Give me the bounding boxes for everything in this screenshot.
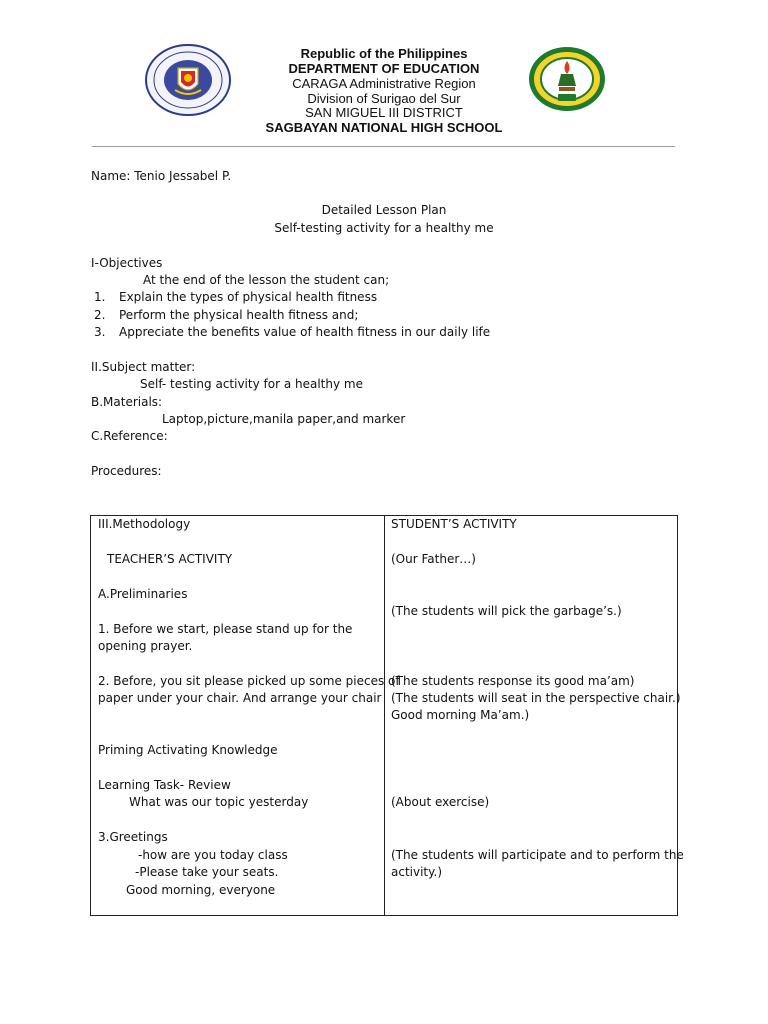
header-divider (92, 146, 675, 147)
header-district: SAN MIGUEL III DISTRICT (305, 105, 463, 120)
materials-value: Laptop,picture,manila paper,and marker (162, 412, 406, 426)
procedures-heading: Procedures: (91, 464, 162, 478)
student-response: (About exercise) (391, 795, 490, 809)
teacher-item1-line1: 1. Before we start, please stand up for the (98, 622, 353, 636)
deped-seal (145, 44, 231, 116)
preliminaries: A.Preliminaries (98, 587, 188, 601)
learning-task: Learning Task- Review (98, 778, 231, 792)
greetings: 3.Greetings (98, 830, 168, 844)
objectives-heading: I-Objectives (91, 256, 163, 270)
teacher-item2-line1: 2. Before, you sit please picked up some pieces of (98, 674, 400, 688)
objective-text: Appreciate the benefits value of health fitness in our daily life (119, 325, 491, 339)
student-response: (Our Father…) (391, 552, 476, 566)
student-response: (The students will pick the garbage’s.) (391, 604, 622, 618)
greeting-line: Good morning, everyone (126, 883, 276, 897)
objectives-intro: At the end of the lesson the student can; (143, 273, 390, 287)
objective-num: 1. (94, 290, 106, 304)
header-region: CARAGA Administrative Region (292, 76, 476, 91)
header-republic: Republic of the Philippines (300, 46, 468, 61)
priming: Priming Activating Knowledge (98, 743, 278, 757)
plan-title: Detailed Lesson Plan (321, 203, 447, 217)
plan-subtitle: Self-testing activity for a healthy me (274, 221, 494, 235)
reference-heading: C.Reference: (91, 429, 168, 443)
objective-text: Explain the types of physical health fitness (119, 290, 378, 304)
greeting-line: -how are you today class (138, 848, 288, 862)
header-school: SAGBAYAN NATIONAL HIGH SCHOOL (265, 120, 503, 135)
methodology-heading: III.Methodology (98, 517, 191, 531)
teacher-item1-line2: opening prayer. (98, 639, 193, 653)
student-activity-heading: STUDENT’S ACTIVITY (391, 517, 517, 531)
student-column (385, 516, 684, 916)
topic-question: What was our topic yesterday (129, 795, 309, 809)
header-department: DEPARTMENT OF EDUCATION (288, 61, 480, 76)
header-division: Division of Surigao del Sur (307, 91, 461, 106)
objective-text: Perform the physical health fitness and; (119, 308, 359, 322)
methodology-table (90, 515, 684, 916)
materials-heading: B.Materials: (91, 395, 163, 409)
teacher-item2-line2: paper under your chair. And arrange your chair (98, 691, 382, 705)
subject-heading: II.Subject matter: (91, 360, 196, 374)
teacher-activity-heading: TEACHER’S ACTIVITY (107, 552, 233, 566)
subject-value: Self- testing activity for a healthy me (140, 377, 363, 391)
student-response: (The students will participate and to perform the (391, 848, 684, 862)
student-response: Good morning Ma’am.) (391, 708, 530, 722)
student-response: activity.) (391, 865, 443, 879)
student-name: Name: Tenio Jessabel P. (91, 169, 232, 183)
teacher-column (91, 516, 400, 916)
objective-num: 2. (94, 308, 106, 322)
school-seal (528, 46, 606, 112)
student-response: (The students response its good ma’am) (391, 674, 635, 688)
greeting-line: -Please take your seats. (135, 865, 279, 879)
objective-num: 3. (94, 325, 106, 339)
student-response: (The students will seat in the perspective chair.) (391, 691, 681, 705)
